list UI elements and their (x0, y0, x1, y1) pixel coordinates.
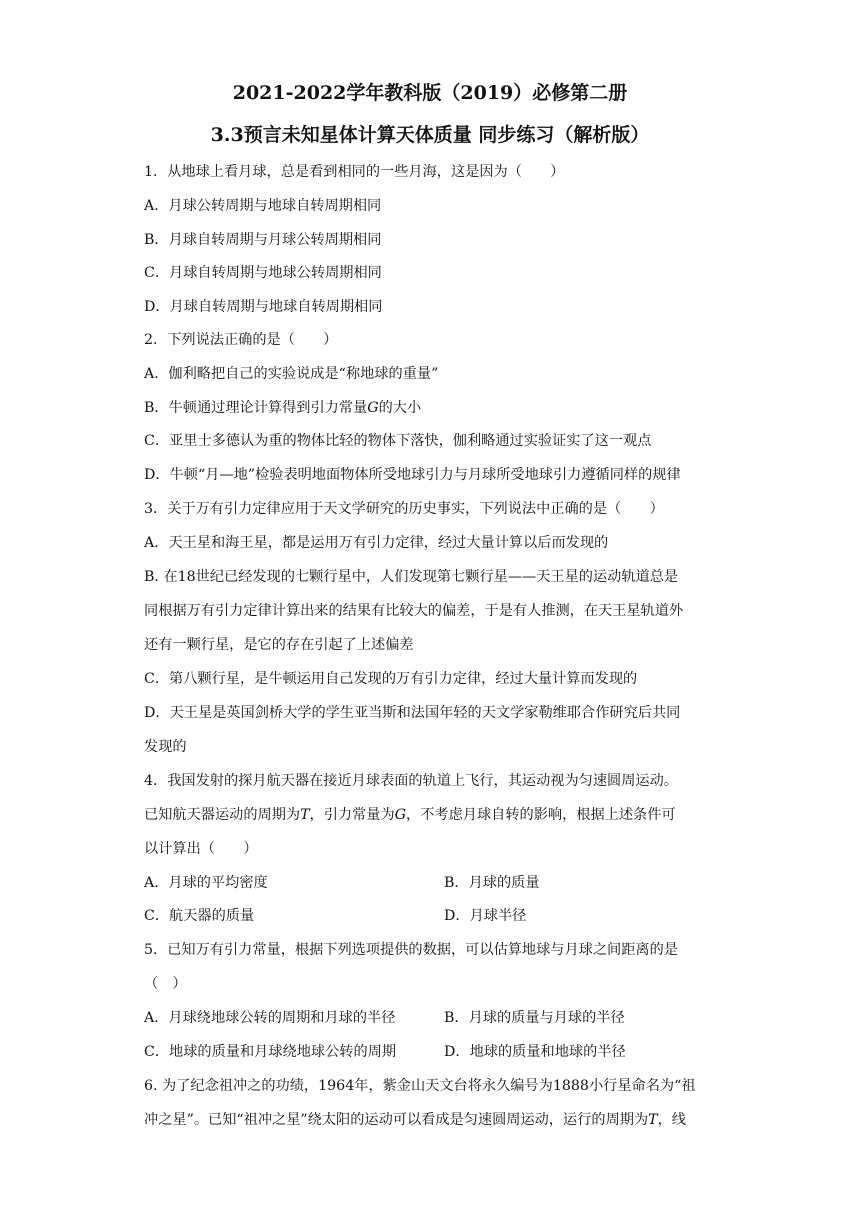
question-5-stem-line2: （ ） (144, 976, 187, 992)
question-3-option-d-line2: 发现的 (144, 739, 187, 755)
question-4-stem-line2: 已知航天器运动的周期为T，引力常量为G，不考虑月球自转的影响，根据上述条件可 (144, 807, 676, 823)
question-5-option-c: C．地球的质量和月球绕地球公转的周期 (144, 1044, 397, 1060)
question-4-option-b: B．月球的质量 (444, 875, 540, 891)
question-2-stem: 2．下列说法正确的是（ ） (144, 332, 338, 348)
question-1-option-a: A．月球公转周期与地球自转周期相同 (144, 198, 382, 214)
question-6-stem-line1: 6. 为了纪念祖冲之的功绩，1964年，紫金山天文台将永久编号为1888小行星命名为“祖 (144, 1078, 696, 1094)
question-6-stem-line2: 冲之星”。已知“祖冲之星”绕太阳的运动可以看成是匀速圆周运动，运行的周期为T，线 (144, 1112, 686, 1128)
question-4-option-c: C．航天器的质量 (144, 908, 255, 924)
document-title: 2021-2022学年教科版（2019）必修第二册 (232, 82, 628, 104)
question-2-option-d: D．牛顿“月—地”检验表明地面物体所受地球引力与月球所受地球引力遵循同样的规律 (144, 467, 681, 483)
question-5-option-d: D．地球的质量和地球的半径 (444, 1044, 626, 1060)
question-3-option-c: C．第八颗行星，是牛顿运用自己发现的万有引力定律，经过大量计算而发现的 (144, 671, 638, 687)
question-4-stem-line3: 以计算出（ ） (144, 841, 258, 857)
question-4-option-d: D．月球半径 (444, 908, 527, 924)
question-2-option-c: C．亚里士多德认为重的物体比轻的物体下落快，伽利略通过实验证实了这一观点 (144, 433, 652, 449)
question-1-option-b: B．月球自转周期与月球公转周期相同 (144, 232, 382, 248)
question-3-option-d-line1: D．天王星是英国剑桥大学的学生亚当斯和法国年轻的天文学家勒维耶合作研究后共同 (144, 705, 681, 721)
question-3-option-b-line1: B. 在18世纪已经发现的七颗行星中，人们发现第七颗行星——天王星的运动轨道总是 (144, 569, 679, 585)
question-4-stem-line1: 4．我国发射的探月航天器在接近月球表面的轨道上飞行，其运动视为匀速圆周运动。 (144, 773, 678, 789)
question-5-option-b: B．月球的质量与月球的半径 (444, 1010, 625, 1026)
question-3-stem: 3．关于万有引力定律应用于天文学研究的历史事实，下列说法中正确的是（ ） (144, 501, 664, 517)
question-4-option-a: A．月球的平均密度 (144, 875, 268, 891)
question-1-stem: 1．从地球上看月球，总是看到相同的一些月海，这是因为（ ） (144, 164, 565, 180)
question-2-option-a: A．伽利略把自己的实验说成是“称地球的重量” (144, 366, 439, 382)
document-subtitle: 3.3预言未知星体计算天体质量 同步练习（解析版） (210, 124, 650, 146)
question-3-option-a: A．天王星和海王星，都是运用万有引力定律，经过大量计算以后而发现的 (144, 535, 609, 551)
question-1-option-d: D．月球自转周期与地球自转周期相同 (144, 299, 383, 315)
question-3-option-b-line3: 还有一颗行星，是它的存在引起了上述偏差 (144, 637, 414, 653)
question-1-option-c: C．月球自转周期与地球公转周期相同 (144, 265, 382, 281)
question-3-option-b-line2: 同根据万有引力定律计算出来的结果有比较大的偏差，于是有人推测，在天王星轨道外 (144, 603, 684, 619)
question-2-option-b: B．牛顿通过理论计算得到引力常量G的大小 (144, 400, 422, 416)
question-5-stem-line1: 5．已知万有引力常量，根据下列选项提供的数据，可以估算地球与月球之间距离的是 (144, 942, 678, 958)
question-5-option-a: A．月球绕地球公转的周期和月球的半径 (144, 1010, 396, 1026)
